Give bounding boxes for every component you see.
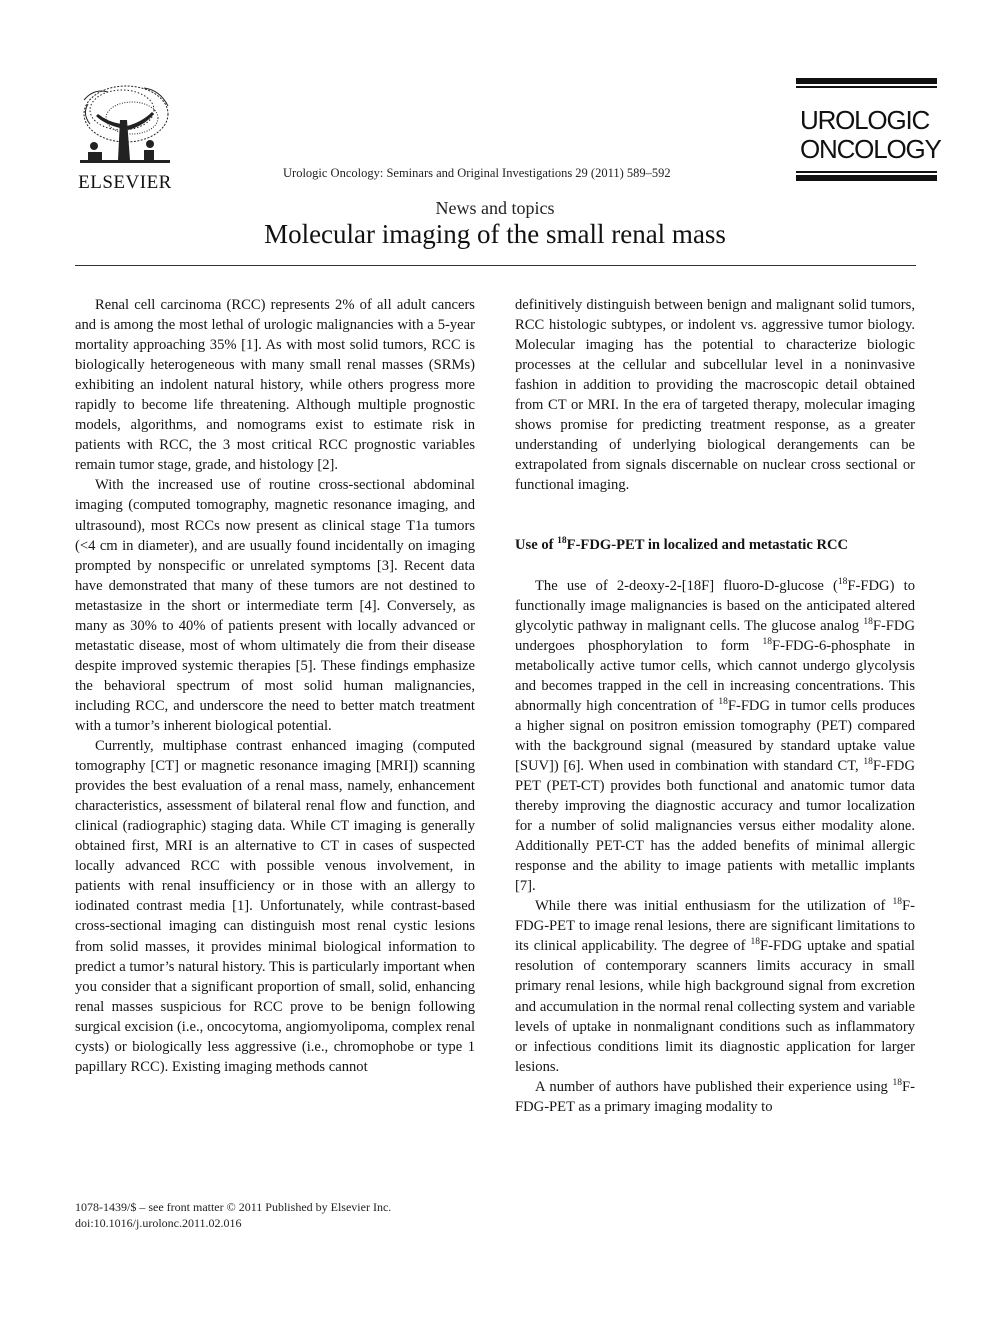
left-column	[75, 295, 475, 1077]
publisher-logo	[74, 80, 176, 192]
section-heading	[515, 535, 915, 555]
heading-superscript: 18	[557, 536, 567, 547]
title-divider	[75, 265, 916, 266]
brand-rule-bottom-thin	[796, 171, 937, 173]
tree-emblem-icon	[74, 80, 176, 172]
paragraph-imaging-use: With the increased use of routine cross-sectional abdominal imaging (computed tomography, magnetic resonance imaging, and ultrasound), most RCCs now present as clinical stage T1a tumors (<4 cm in diameter), and are usually found incidentally on imaging prompted by nonspecific or unrelated symptoms [3]. Recent data have demonstrated that many of these tumors are not destined to metastasize in the short or intermediate term [4]. Conversely, as many as 30% to 40% of patients present with locally advanced or metastatic disease, most of whom ultimately die from their disease despite improved systemic therapies [5]. These findings emphasize the behavioral spectrum of most solid human malignancies, including RCC, and underscore the need to better match treatment with a tumor’s inherent biological potential.	[75, 477, 475, 734]
brand-rule-top	[796, 78, 937, 84]
brand-name	[796, 88, 941, 166]
section-label: News and topics	[435, 198, 555, 218]
footer-doi: doi:10.1016/j.urolonc.2011.02.016	[75, 1216, 242, 1230]
brand-name-line1: UROLOGIC	[800, 105, 930, 135]
brand-rule-bottom	[796, 175, 937, 181]
footer	[75, 1199, 391, 1231]
paragraph-continued: definitively distinguish between benign and malignant solid tumors, RCC histologic subtypes, or indolent vs. aggressive tumor biology. Molecular imaging has the potential to characterize biologic processes at the cellular and subcellular level in a noninvasive fashion in addition to providing the macroscopic detail obtained from CT or MRI. In the era of targeted therapy, molecular imaging shows promise for predicting treatment response, as a greater understanding of underlying biological derangements can be extrapolated from signals discernable on nuclear cross sectional or functional imaging.	[515, 297, 915, 494]
journal-brand	[796, 78, 941, 181]
publisher-wordmark: ELSEVIER	[78, 172, 172, 193]
heading-prefix: Use of	[515, 537, 558, 554]
brand-name-line2: ONCOLOGY	[800, 134, 941, 164]
right-column	[515, 295, 915, 1117]
paragraph-author-experience: A number of authors have published their experience using $^{18}$F-FDG-PET as a primary imaging modality to	[515, 1077, 915, 1115]
paragraph-multiphase-imaging: Currently, multiphase contrast enhanced imaging (computed tomography [CT] or magnetic resonance imaging [MRI]) scanning provides the best evaluation of a renal mass, namely, enhancement characteristics, assessment of bilateral renal flow and function, and clinical (radiographic) staging data. While CT imaging is generally obtained first, MRI is an alternative to CT in cases of suspected locally advanced RCC with possible venous involvement, in patients with renal insufficiency or in those with an allergy to iodinated contrast media [1]. Unfortunately, while contrast-based cross-sectional imaging can distinguish most renal cystic lesions from solid masses, it provides minimal biological information to predict a tumor’s natural history. This is particularly important when you consider that a significant proportion of small, solid, enhancing renal masses suspicious for RCC prove to be benign following surgical excision (i.e., oncocytoma, angiomyolipoma, complex renal cysts) or biologically less aggressive (i.e., chromophobe or type 1 papillary RCC). Existing imaging methods cannot	[75, 738, 475, 1075]
footer-copyright: 1078-1439/$ – see front matter © 2011 Published by Elsevier Inc.	[75, 1200, 392, 1214]
paragraph-intro: Renal cell carcinoma (RCC) represents 2% of all adult cancers and is among the most lethal of urologic malignancies with a 5-year mortality approaching 35% [1]. As with most solid tumors, RCC is biologically heterogeneous with many small renal masses (SRMs) exhibiting an indolent natural history, while others progress more rapidly to become life threatening. Although multiple prognostic models, algorithms, and nomograms exist to estimate risk in patients with RCC, the 3 most critical RCC prognostic variables remain tumor stage, grade, and histology [2].	[75, 297, 475, 474]
paragraph-fdg-limitations: While there was initial enthusiasm for the utilization of $^{18}$F-FDG-PET to image renal lesions, there are significant limitations to its clinical applicability. The degree of $^{18}$F-FDG uptake and spatial resolution of contemporary scanners limits accuracy in small primary renal lesions, while high background signal from excretion and accumulation in the normal renal collecting system and variable levels of uptake in nonmalignant conditions such as inflammatory or infectious conditions limit its diagnostic application for larger lesions.	[515, 897, 915, 1075]
article-title: Molecular imaging of the small renal mass	[264, 219, 726, 249]
heading-text: F-FDG-PET in localized and metastatic RCC	[566, 537, 849, 554]
paragraph-fdg-basis: The use of 2-deoxy-2-[18F] fluoro-D-glucose ($^{18}$F-FDG) to functionally image malignancies is based on the anticipated altered glycolytic pathway in malignant cells. The glucose analog $^{18}$F-FDG undergoes phosphorylation to form $^{18}$F-FDG-6-phosphate in metabolically active tumor cells, which cannot undergo glycolysis and becomes trapped in the cell in increasing concentrations. This abnormally high concentration of $^{18}$F-FDG in tumor cells produces a higher signal on positron emission tomography (PET) compared with the background signal (measured by standard uptake value [SUV]) [6]. When used in combination with standard CT, $^{18}$F-FDG PET (PET-CT) provides both functional and anatomic tumor data thereby improving the diagnostic accuracy and tumor localization for a number of solid malignancies versus either modality alone. Additionally PET-CT has the added benefits of minimal allergic response and the ability to image patients with metallic implants [7].	[515, 576, 916, 895]
journal-citation: Urologic Oncology: Seminars and Original Investigations 29 (2011) 589–592	[283, 166, 671, 180]
